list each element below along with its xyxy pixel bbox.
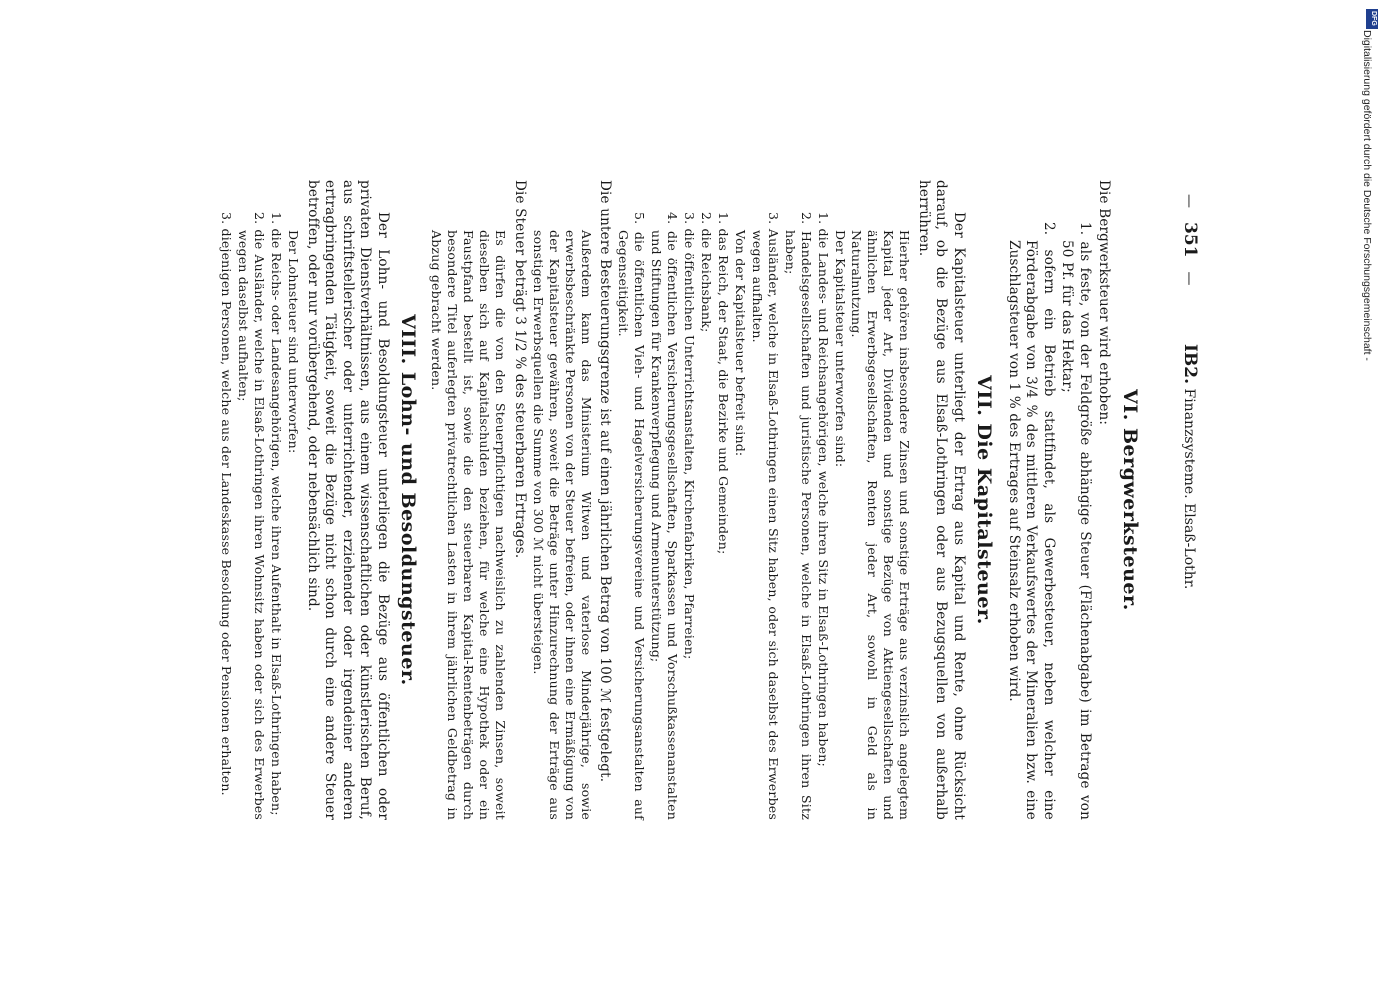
vii-sub-intro: Der Kapitalsteuer unterworfen sind: <box>833 230 849 468</box>
vii-exempt-intro: Von der Kapitalsteuer befreit sind: <box>733 230 749 457</box>
vi-item-2: 2. sofern ein Betrieb stattfindet, als Gewerbesteuer, neben welcher eine Förderabgabe von 3/4 % des mittleren Verkaufswertes der Mineralien bzw. eine Zuschlagsteuer von 1 % des Ertrages auf Steinsalz erhoben wird. <box>1006 222 1057 820</box>
rotated-page <box>80 0 1240 1000</box>
vi-item-1: 1. als feste, von der Feldgröße abhängige Steuer (Flächenabgabe) im Betrage von 50 Pf. für das Hektar; <box>1059 222 1093 820</box>
page-body <box>218 180 1151 820</box>
vi-intro: Die Bergwerksteuer wird erhoben: <box>1096 180 1113 426</box>
vii-abzug: Es dürfen die von den Steuerpflichtigen nachweislich zu zahlenden Zinsen, soweit dieselben sich auf Kapitalschulden beziehen, für welche eine Hypothek oder ein Faustpfand bestellt ist, sowie die den steuerbaren Kapital-Rentenbeträgen durch besondere Titel auferlegten privatrechtlichen Lasten in ihrem jährlichen Geldbetrag in Abzug gebracht werden. <box>429 230 509 820</box>
credit-text: Digitalisierung gefördert durch die Deutsche Forschungsgemeinschaft - <box>1361 30 1373 361</box>
viii-subject-1: 1. die Reichs- oder Landesangehörigen, welche ihren Aufenthalt in Elsaß-Lothringen haben; <box>269 212 285 816</box>
vii-ausserdem: Außerdem kann das Ministerium Witwen und vaterlose Minderjährige, sowie erwerbsbeschränkte Personen von der Steuer befreien, oder ihnen eine Ermäßigung von der Kapitalsteuer gewähren, soweit die Beträge unter Hinzurechnung der Erträge aus sonstigen Erwerbsquellen die Summe von 300 ℳ nicht übersteigen. <box>531 230 594 820</box>
vii-betraegt: Die Steuer beträgt 3 1/2 % des steuerbaren Ertrages. <box>512 180 528 559</box>
heading-viii: VIII. Lohn- und Besoldungsteuer. <box>397 314 420 686</box>
vii-subject-3: 3. Ausländer, welche in Elsaß-Lothringen einen Sitz haben, oder sich daselbst des Erwerbes wegen aufhalten. <box>750 212 782 820</box>
running-title: Finanzsysteme. Elsaß-Lothr. <box>1181 388 1197 590</box>
vii-exempt-2: 2. die Reichsbank; <box>699 212 715 333</box>
vii-intro: Der Kapitalsteuer unterliegt der Ertrag aus Kapital und Rente, ohne Rücksicht darauf, ob die Bezüge aus Elsaß-Lothringen oder aus Bezugsquellen von außerhalb herrühren. <box>916 180 967 820</box>
dfg-logo: DFG <box>1366 9 1378 29</box>
vii-exempt-3: 3. die öffentlichen Unterrichtsanstalten, Kirchenfabriken, Pfarreien; <box>682 212 698 660</box>
section-code: IB2. <box>1180 343 1200 385</box>
page-number: 351 <box>1180 222 1200 258</box>
vii-hierher: Hierher gehören insbesondere Zinsen und sonstige Erträge aus verzinslich angelegtem Kapital jeder Art, Dividenden und sonstige Bezüge von Aktiengesellschaften und ähnlichen Erwerbsgesellschaften, Renten jeder Art, sowohl in Geld als in Naturalnutzung. <box>849 230 913 820</box>
vii-grenze: Die untere Besteuerungsgrenze ist auf einen jährlichen Betrag von 100 ℳ festgelegt. <box>597 180 614 783</box>
vii-subject-2: 2. Handelsgesellschaften und juristische Personen, welche in Elsaß-Lothringen ihren Sitz haben; <box>783 212 815 820</box>
digitization-credit <box>1355 8 1383 408</box>
vii-exempt-5: 5. die öffentlichen Vieh- und Hagelversicherungsvereine und Versicherungsanstalten auf Gegenseitigkeit. <box>616 212 648 820</box>
viii-subject-2: 2. die Ausländer, welche in Elsaß-Lothringen ihren Wohnsitz haben oder sich des Erwerbes wegen daselbst aufhalten; <box>236 212 268 820</box>
viii-sub-intro: Der Lohnsteuer sind unterworfen: <box>286 230 302 454</box>
heading-vii: VII. Die Kapitalsteuer. <box>973 375 996 625</box>
heading-vi: VI. Bergwerksteuer. <box>1119 389 1141 611</box>
vii-exempt-4: 4. die öffentlichen Versicherungsgesellschaften, Sparkassen und Vorschußkassenanstalten und Stiftungen für Krankenverpflegung und Armenunterstützung; <box>649 212 681 820</box>
running-header: —351— IB2. Finanzsysteme. Elsaß-Lothr. <box>1180 194 1200 590</box>
vii-exempt-1: 1. das Reich, der Staat, die Bezirke und Gemeinden; <box>716 212 732 555</box>
vii-subject-1: 1. die Landes- und Reichsangehörigen, welche ihren Sitz in Elsaß-Lothringen haben; <box>816 212 832 767</box>
viii-subject-3: 3. diejenigen Personen, welche aus der Landeskasse Besoldung oder Pensionen erhalten. <box>219 212 235 796</box>
viii-intro: Der Lohn- und Besoldungsteuer unterliegen die Bezüge aus öffentlichen oder privaten Dienstverhältnissen, aus einem wissenschaftlichen oder künstlerischen Beruf, aus schriftstellerischer oder unterrichtender, erziehender oder irgendeiner anderen ertragbringenden Tätigkeit, soweit die Bezüge nicht schon durch eine andere Steuer betroffen, oder nur vorübergehend, oder nebensächlich sind. <box>305 180 391 820</box>
